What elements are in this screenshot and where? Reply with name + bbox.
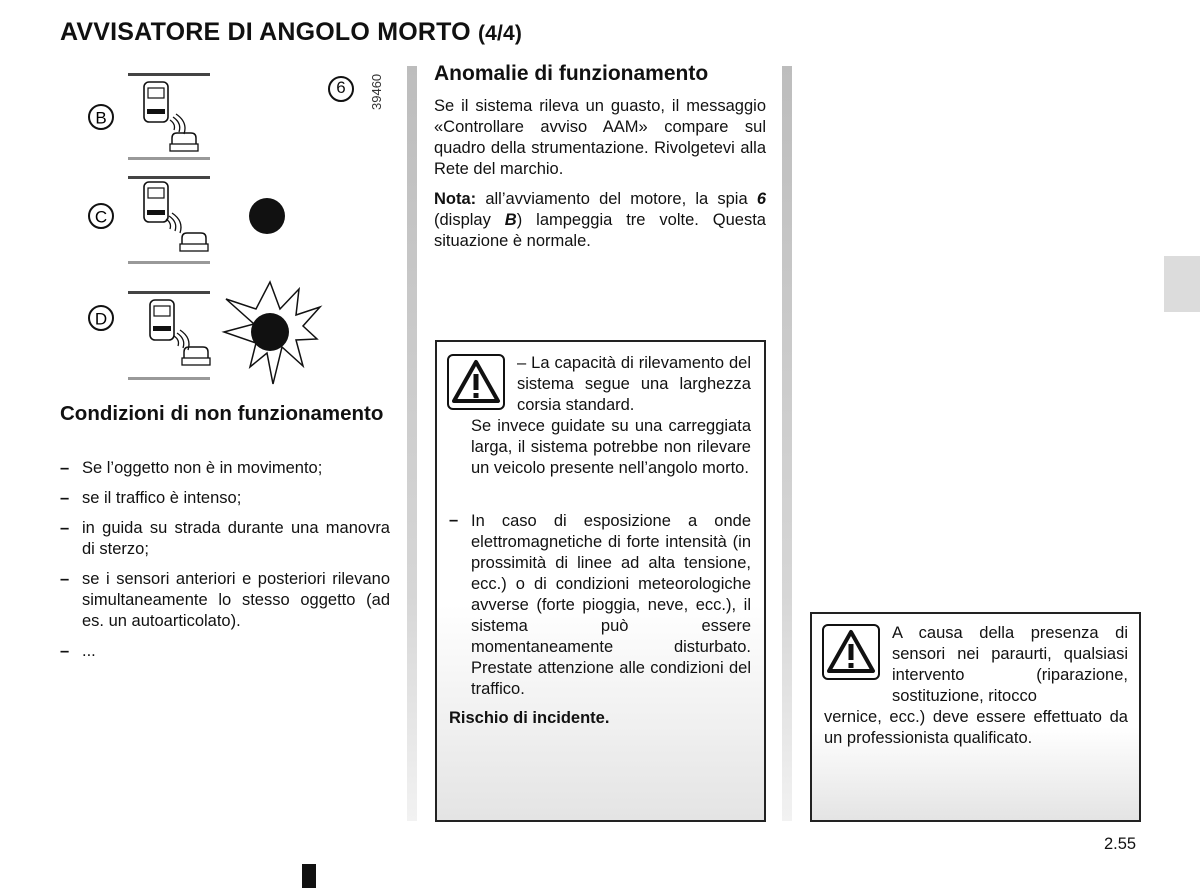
callout-6-number: 6: [336, 78, 346, 97]
dash: –: [60, 642, 70, 660]
list-item: [60, 641, 390, 662]
page-title-text: AVVISATORE DI ANGOLO MORTO: [60, 18, 471, 46]
label-b: [86, 106, 116, 128]
non-functioning-list: [60, 458, 390, 671]
list-item-text: Se l’oggetto non è in movimento;: [82, 459, 323, 477]
svg-text:C: C: [94, 207, 108, 227]
warning-item-1-rest: Se invece guidate su una carreggiata larga, il sistema potrebbe non rilevare un veicolo presente nell’angolo morto.: [471, 417, 751, 477]
list-item-text: se il traffico è intenso;: [82, 489, 242, 507]
svg-text:D: D: [94, 309, 108, 329]
warning-triangle-icon: [447, 354, 505, 410]
malfunction-heading: Anomalie di funzionamento: [434, 62, 709, 85]
warning-item-1-start: – La capacità di rilevamento del sistema segue una larghezza corsia standard.: [517, 354, 751, 414]
dash: –: [60, 519, 70, 537]
list-item: [60, 488, 390, 509]
section-tab: [1164, 256, 1200, 312]
list-item: [60, 458, 390, 479]
crop-mark: [302, 864, 316, 888]
column-divider: [782, 66, 792, 821]
list-item-text: se i sensori anteriori e posteriori rilevano simultaneamente lo stesso oggetto (ad es. un autoarticolato).: [82, 570, 390, 630]
panel-d: [89, 282, 320, 384]
note-ref-display: B: [504, 211, 517, 229]
figure-reference: 39460: [369, 73, 384, 110]
list-item: [60, 518, 390, 560]
page-title-part: (4/4): [477, 22, 523, 45]
note-text: (display: [434, 211, 505, 229]
note-text: ) lampeggia tre volte. Questa situazione è normale.: [434, 211, 766, 250]
malfunction-paragraph: Se il sistema rileva un guasto, il messaggio «Controllare avviso AAM» compare sul quadro della strumentazione. Rivolgetevi alla Rete del marchio.: [434, 97, 766, 178]
page-number: 2.55: [1104, 835, 1137, 853]
note-ref-number: 6: [756, 190, 766, 208]
list-item-text: in guida su strada durante una manovra di sterzo;: [82, 519, 390, 558]
warning-2-start: A causa della presenza di sensori nei paraurti, qualsiasi intervento (riparazione, sostituzione, ritocco: [892, 624, 1128, 705]
indicator-steady: [249, 198, 285, 234]
dash: –: [60, 489, 70, 507]
warning-2-rest: vernice, ecc.) deve essere effettuato da un professionista qualificato.: [824, 708, 1128, 747]
column-divider: [407, 66, 417, 821]
warning-box-lane-width: [435, 340, 766, 822]
list-item-text: ...: [82, 642, 96, 660]
dash: –: [60, 459, 70, 477]
note-paragraph: [434, 189, 766, 252]
warning-triangle-icon: [822, 624, 880, 680]
list-item: [60, 569, 390, 632]
note-label: Nota:: [434, 190, 477, 208]
page-title: [60, 18, 522, 47]
warning-item-2: In caso di esposizione a onde elettromagnetiche di forte intensità (in prossimità di linee ad alta tensione, ecc.) o di condizioni meteorologiche avverse (forte pioggia, neve, ecc.), il sistema può essere momentaneamente disturbato. Prestate attenzione alle condizioni del traffico.: [471, 512, 751, 698]
note-text: all’avviamento del motore, la spia: [476, 190, 757, 208]
warning-box-bumper-sensors: [810, 612, 1141, 822]
dash: –: [60, 570, 70, 588]
panel-c: [89, 176, 285, 264]
accident-risk: Rischio di incidente.: [449, 709, 610, 727]
blind-spot-figure: [60, 64, 390, 394]
non-functioning-heading: Condizioni di non funzionamento: [60, 402, 384, 425]
svg-text:B: B: [95, 108, 107, 128]
dash: –: [449, 511, 459, 529]
